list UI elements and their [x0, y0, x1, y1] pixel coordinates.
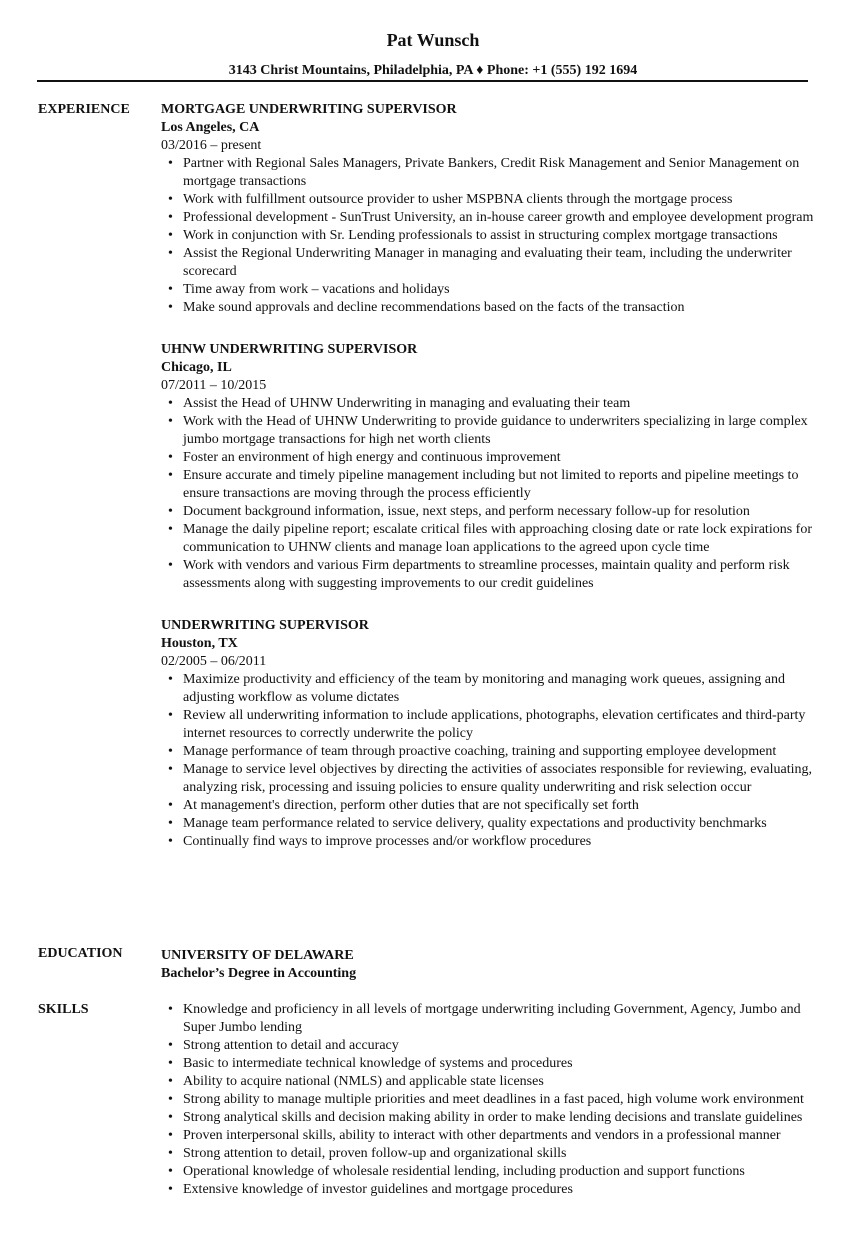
list-item: • Ensure accurate and timely pipeline management including but not limited to reports and pipeline meetings to ensure transactions are moving through the process efficiently — [161, 467, 821, 503]
school-name: UNIVERSITY OF DELAWARE — [161, 948, 354, 963]
degree: Bachelor’s Degree in Accounting — [161, 966, 357, 981]
list-item: • Strong ability to manage multiple priorities and meet deadlines in a fast paced, high volume work environment — [161, 1091, 821, 1109]
list-item: • Manage team performance related to service delivery, quality expectations and productivity benchmarks — [161, 815, 821, 833]
job-title: MORTGAGE UNDERWRITING SUPERVISOR — [161, 102, 457, 117]
list-item: • Work with fulfillment outsource provider to usher MSPBNA clients through the mortgage process — [161, 191, 821, 209]
list-item: • At management's direction, perform other duties that are not specifically set forth — [161, 797, 821, 815]
list-item: • Professional development - SunTrust University, an in-house career growth and employee development program — [161, 209, 821, 227]
job-bullets — [161, 395, 821, 593]
job-bullets — [161, 155, 821, 317]
section-title-experience: EXPERIENCE — [38, 102, 130, 117]
list-item: • Assist the Regional Underwriting Manager in managing and evaluating their team, including the underwriter scorecard — [161, 245, 821, 281]
list-item: • Proven interpersonal skills, ability to interact with other departments and vendors in a professional manner — [161, 1127, 821, 1145]
list-item: • Review all underwriting information to include applications, photographs, elevation certificates and third-party internet resources to correctly underwrite the policy — [161, 707, 821, 743]
list-item: • Partner with Regional Sales Managers, Private Bankers, Credit Risk Management and Senior Management on mortgage transactions — [161, 155, 821, 191]
job-entry — [161, 101, 821, 317]
header-divider — [37, 80, 808, 82]
list-item: • Foster an environment of high energy and continuous improvement — [161, 449, 821, 467]
job-dates: 03/2016 – present — [161, 138, 262, 153]
list-item: • Continually find ways to improve processes and/or workflow procedures — [161, 833, 821, 851]
list-item: • Work in conjunction with Sr. Lending professionals to assist in structuring complex mortgage transactions — [161, 227, 821, 245]
education-entry — [161, 947, 821, 983]
skills-bullets — [161, 1001, 821, 1199]
job-location: Houston, TX — [161, 636, 238, 651]
list-item: • Extensive knowledge of investor guidelines and mortgage procedures — [161, 1181, 821, 1199]
candidate-name: Pat Wunsch — [386, 30, 480, 50]
section-title-skills: SKILLS — [38, 1002, 89, 1017]
list-item: • Work with the Head of UHNW Underwriting to provide guidance to underwriters specializing in large complex jumbo mortgage transactions for high net worth clients — [161, 413, 821, 449]
job-bullets — [161, 671, 821, 851]
list-item: • Time away from work – vacations and holidays — [161, 281, 821, 299]
list-item: • Basic to intermediate technical knowledge of systems and procedures — [161, 1055, 821, 1073]
list-item: • Make sound approvals and decline recommendations based on the facts of the transaction — [161, 299, 821, 317]
list-item: • Manage performance of team through proactive coaching, training and supporting employee development — [161, 743, 821, 761]
job-dates: 02/2005 – 06/2011 — [161, 654, 267, 669]
list-item: • Manage the daily pipeline report; escalate critical files with approaching closing date or rate lock expirations for communication to UHNW clients and manage loan applications to the agreed upon cycle time — [161, 521, 821, 557]
job-entry — [161, 341, 821, 593]
list-item: • Strong analytical skills and decision making ability in order to make lending decisions and translate guidelines — [161, 1109, 821, 1127]
list-item: • Document background information, issue, next steps, and perform necessary follow-up for resolution — [161, 503, 821, 521]
list-item: • Strong attention to detail, proven follow-up and organizational skills — [161, 1145, 821, 1163]
list-item: • Ability to acquire national (NMLS) and applicable state licenses — [161, 1073, 821, 1091]
list-item: • Work with vendors and various Firm departments to streamline processes, maintain quality and perform risk assessments along with suggesting improvements to our credit guidelines — [161, 557, 821, 593]
experience-list — [161, 101, 821, 851]
list-item: • Operational knowledge of wholesale residential lending, including production and support functions — [161, 1163, 821, 1181]
job-location: Chicago, IL — [161, 360, 232, 375]
job-location: Los Angeles, CA — [161, 120, 260, 135]
skills-list — [161, 1001, 821, 1199]
list-item: • Maximize productivity and efficiency of the team by monitoring and managing work queues, assigning and adjusting workflow as volume dictates — [161, 671, 821, 707]
list-item: • Assist the Head of UHNW Underwriting in managing and evaluating their team — [161, 395, 821, 413]
job-entry — [161, 617, 821, 851]
job-title: UHNW UNDERWRITING SUPERVISOR — [161, 342, 418, 357]
list-item: • Manage to service level objectives by directing the activities of associates responsible for reviewing, evaluating, analyzing risk, processing and issuing policies to ensure quality underwriting and risk selection occur — [161, 761, 821, 797]
contact-line: 3143 Christ Mountains, Philadelphia, PA ♦ Phone: +1 (555) 192 1694 — [228, 63, 638, 78]
list-item: • Knowledge and proficiency in all levels of mortgage underwriting including Government, Agency, Jumbo and Super Jumbo lending — [161, 1001, 821, 1037]
section-title-education: EDUCATION — [38, 946, 123, 961]
job-title: UNDERWRITING SUPERVISOR — [161, 618, 369, 633]
list-item: • Strong attention to detail and accuracy — [161, 1037, 821, 1055]
job-dates: 07/2011 – 10/2015 — [161, 378, 267, 393]
